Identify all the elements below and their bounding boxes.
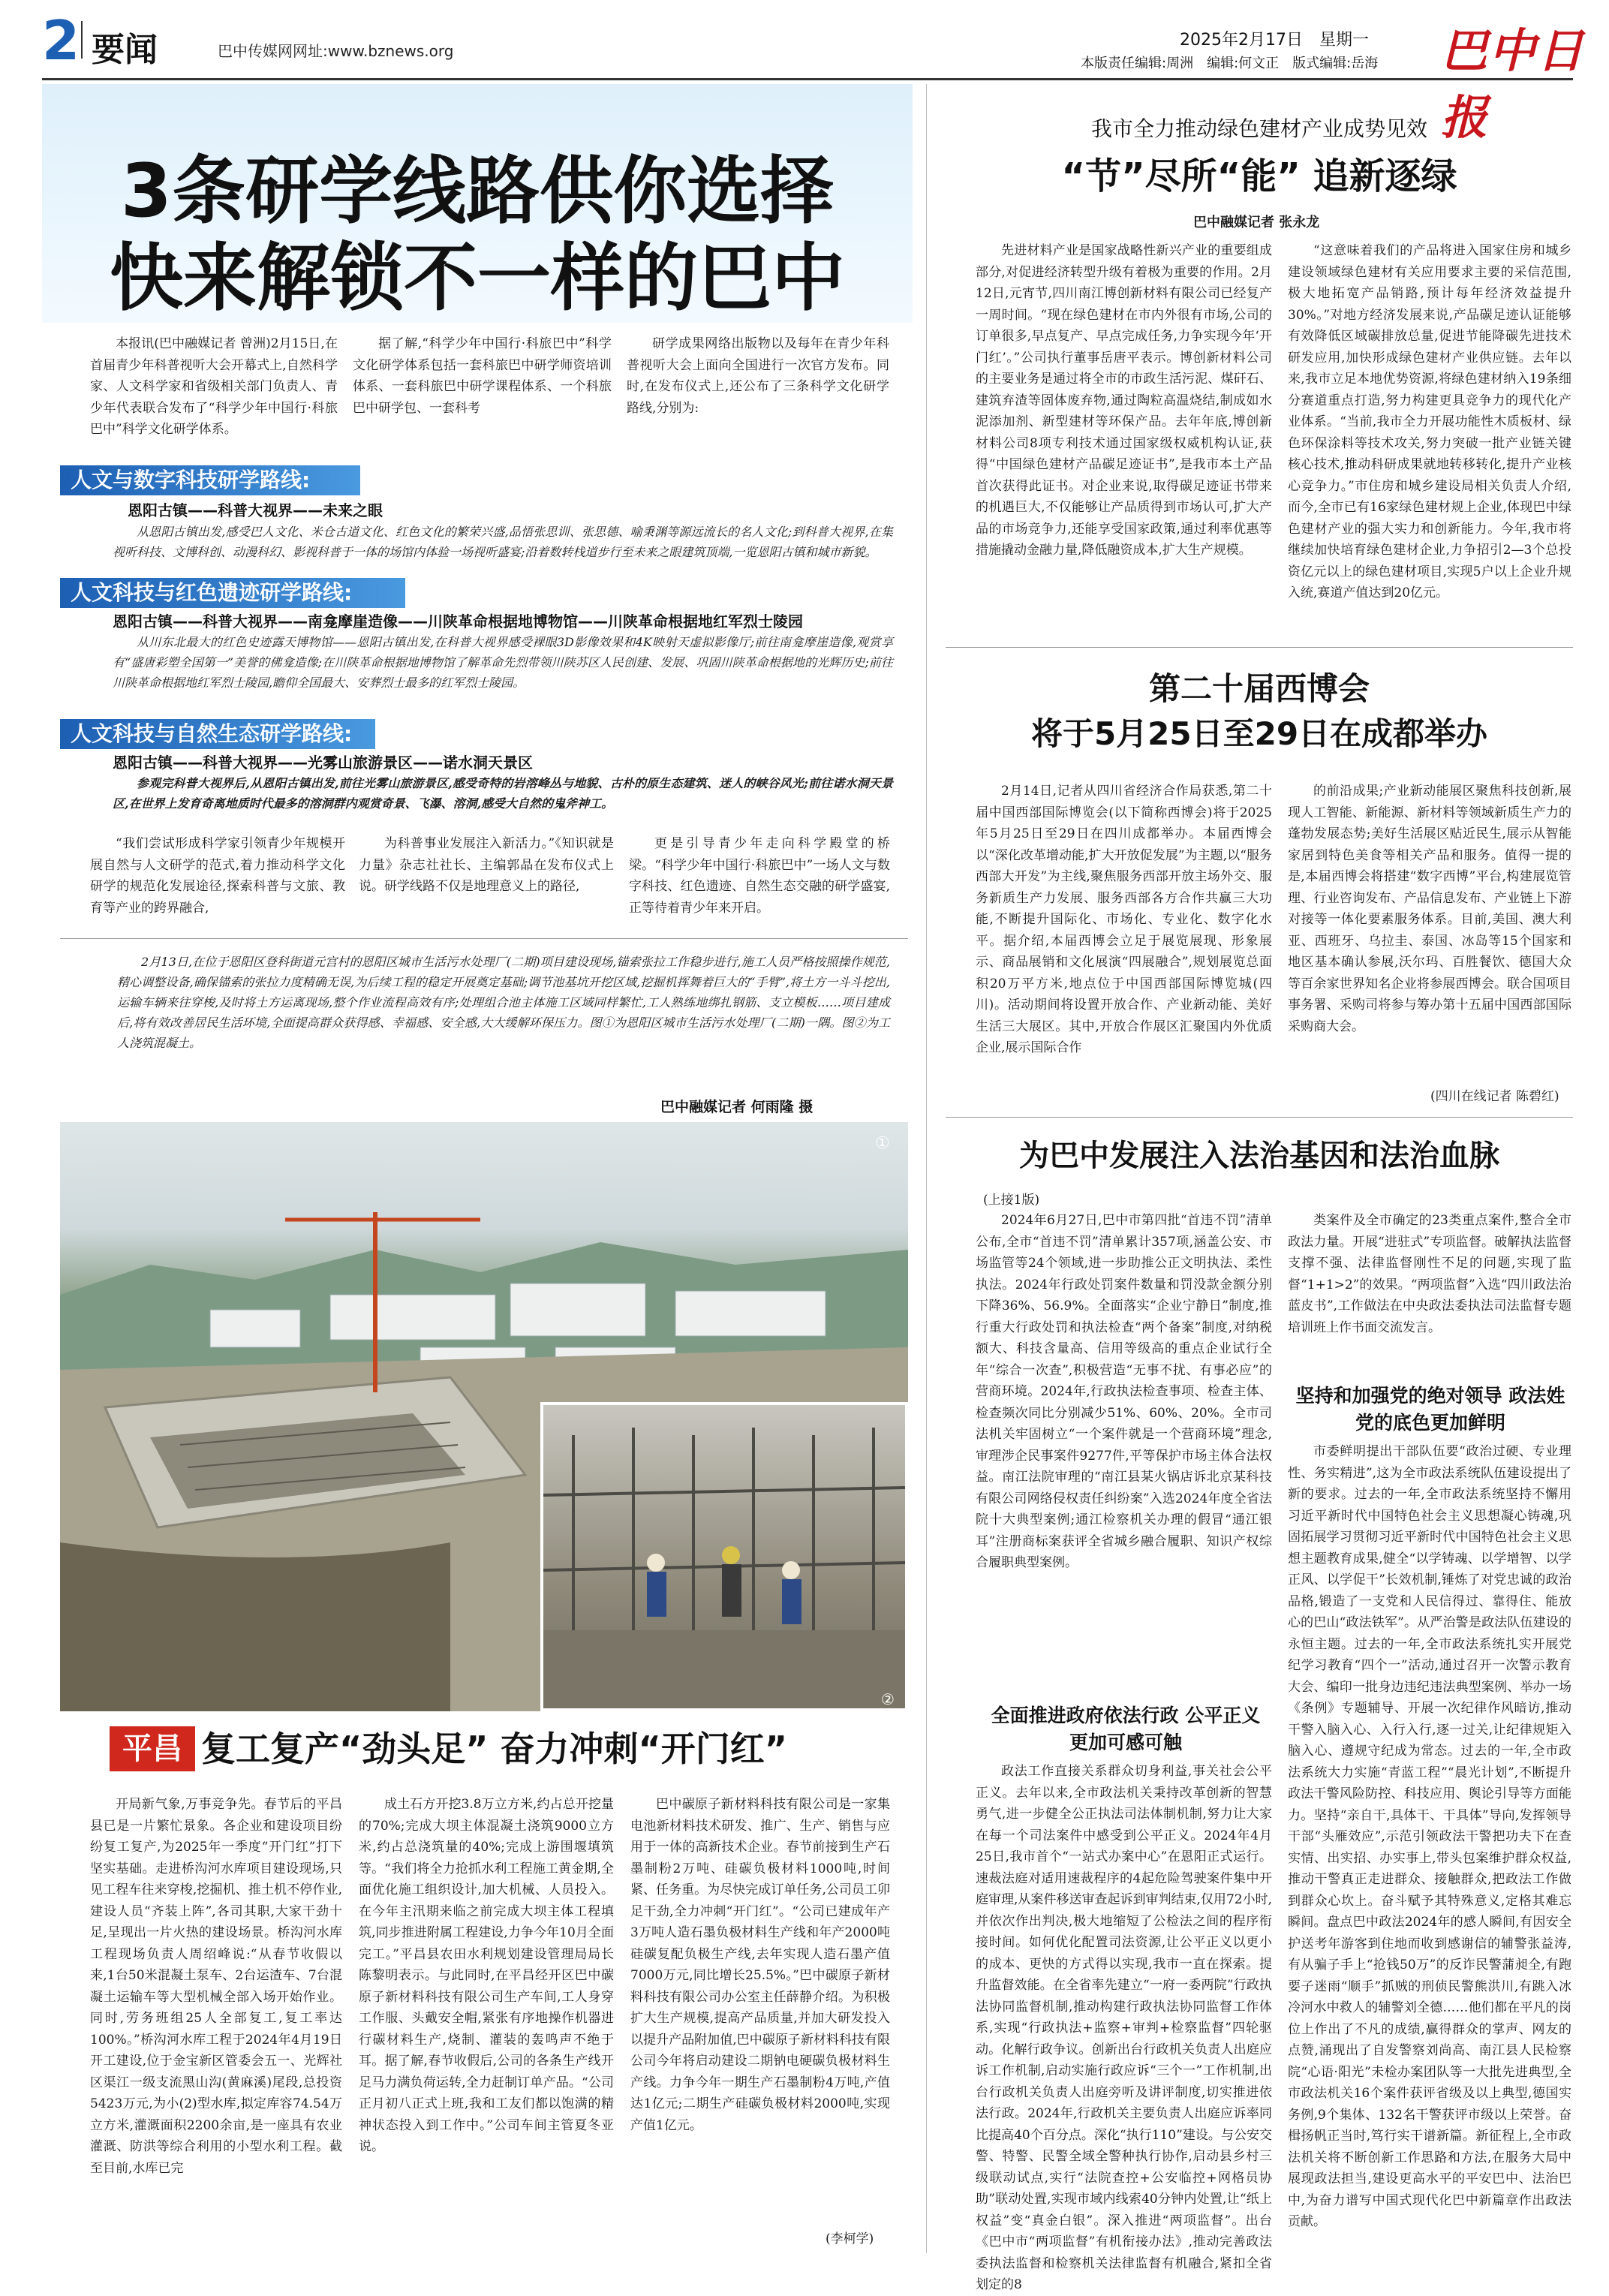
article1-title-line2: 快来解锁不一样的巴中 bbox=[109, 236, 845, 321]
route2-subtitle: 恩阳古镇——科普大视界——南龛摩崖造像——川陕革命根据地博物馆——川陕革命根据地红军烈士陵园 bbox=[113, 612, 803, 630]
article4-col2: 的前沿成果;产业新动能展区聚焦科技创新,展现人工智能、新能源、新材料等领域新质生产力的蓬勃发展态势;美好生活展区贴近民生,展示从智能家居到特色美食等相关产品和服务。值得一提的是,本届西博会将搭建“数字西博”平台,构建展览管理、行业咨询发布、产品信息发布、产业链上下游对接等一体化要素服务体系。目前,美国、澳大利亚、西班牙、乌拉圭、泰国、冰岛等15个国家和地区基本确认参展,沃尔玛、百胜餐饮、德国大众等百余家世界知名企业将参展西博会。联合国项目事务署、采购司将参与筹办第十五届中国西部国际采购商大会。 bbox=[1288, 784, 1571, 1034]
article1-col3: 研学成果网络出版物以及每年在青少年科普视听大会上面向全国进行一次官方发布。同时,在发布仪式上,还公布了三条科学文化研学路线,分别为: bbox=[627, 336, 889, 416]
article5-subhead1: 全面推进政府依法行政 公平正义更加可感可触 bbox=[991, 1705, 1261, 1753]
route2-description: 从川东北最大的红色史迹露天博物馆——恩阳古镇出发,在科普大视界感受裸眼3D影像效果和4K映射天虚拟影像厅;前往南龛摩崖造像,观赏享有“盛唐彩塑全国第一”美誉的佛龛造像;在川陕革命根据地博物馆了解革命先烈带领川陕苏区人民创建、发展、巩固川陕革命根据地的光辉历史;前往川陕革命根据地红军烈士陵园,瞻仰全国最大、安葬烈士最多的红军烈士陵园。 bbox=[113, 635, 893, 690]
section-name: 要闻 bbox=[92, 31, 158, 69]
photo-workers-concrete bbox=[540, 1402, 908, 1711]
date-line: 2025年2月17日 星期一 bbox=[1180, 31, 1369, 50]
article1-bottom-rule bbox=[60, 938, 908, 939]
article1-title-line1: 3条研学线路供你选择 bbox=[120, 149, 835, 234]
article2-col2: 成土石方开挖3.8万立方米,约占总开挖量的70%;完成大坝主体混凝土浇筑9000立方米,约占总浇筑量的40%;完成上游围堰填筑等。“我们将全力抢抓水利工程施工黄金期,全面优化施工组织设计,加大机械、人员投入。在今年主汛期来临之前完成大坝主体工程填筑,同步推进附属工程建设,力争今年10月全面完工。”平昌县农田水利规划建设管理局局长陈黎明表示。与此同时,在平昌经开区巴中碳原子新材料科技有限公司生产车间,工人身穿工作服、头戴安全帽,紧张有序地操作机器进行碳材料生产,烧制、灌装的轰鸣声不绝于耳。据了解,春节收假后,公司的各条生产线开足马力满负荷运转,全力赶制订单产品。“公司正月初八正式上班,我和工友们都以饱满的精神状态投入到工作中。”公司车间主管夏冬亚说。 bbox=[359, 1797, 614, 2154]
article5-col1: 2024年6月27日,巴中市第四批“首违不罚”清单公布,全市“首违不罚”清单累计357项,涵盖公安、市场监管等24个领域,进一步助推公正文明执法、柔性执法。2024年行政处罚案件数量和罚没款金额分别下降36%、56.9%。全面落实“企业宁静日”制度,推行重大行政处罚和执法检查“两个备案”制度,对纳税额大、科技含量高、信用等级高的重点企业试行全年“综合一次查”,积极营造“无事不扰、有事必应”的营商环境。2024年,行政执法检查事项、检查主体、检查频次同比分别减少51%、60%、20%。全市司法机关牢固树立“一个案件就是一个营商环境”理念,审理涉企民事案件9277件,平等保护市场主体合法权益。南江法院审理的“南江县某火锅店诉北京某科技有限公司网络侵权责任纠纷案”入选2024年度全省法院十大典型案例;通江检察机关办理的假冒“通江银耳”注册商标案获评全省城乡融合履职、知识产权综合履职典型案例。 bbox=[976, 1213, 1272, 1570]
article3-bottom-rule bbox=[946, 647, 1573, 648]
article3-col1: 先进材料产业是国家战略性新兴产业的重要组成部分,对促进经济转型升级有着极为重要的作用。2月12日,元宵节,四川南江博创新材料有限公司已经复产一周时间。“现在绿色建材在市内外很有市场,公司的订单很多,早点复产、早点完成任务,力争实现今年‘开门红’。”公司执行董事岳唐平表示。博创新材料公司的主要业务是通过将全市的市政生活污泥、煤矸石、建筑弃渣等固体废弃物,通过陶粒高温烧结,制成如水泥添加剂、新型建材等环保产品。去年年底,博创新材料公司8项专利技术通过国家级权威机构认证,获得“中国绿色建材产品碳足迹证书”,是我市本土产品首次获得此证书。对企业来说,取得碳足迹证书带来的机遇巨大,不仅能够让产品质得到市场认可,扩大产品的市场竞争力,还能享受国家政策,通过利率优惠等措施撬动金融力量,降低融资成本,扩大生产规模。 bbox=[976, 243, 1272, 558]
article3-byline: 巴中融媒记者 张永龙 bbox=[1193, 215, 1320, 230]
pingchang-badge: 平昌 bbox=[110, 1726, 195, 1771]
article2-title: 复工复产“劲头足” 奋力冲刺“开门红” bbox=[201, 1729, 787, 1769]
article4-title-line1: 第二十届西博会 bbox=[1148, 670, 1370, 707]
article2-col3: 巴中碳原子新材料科技有限公司是一家集电池新材料技术研发、推广、生产、销售与应用于一体的高新技术企业。春节前接到生产石墨制粉2万吨、硅碳负极材料1000吨,时间紧、任务重。为尽快完成订单任务,公司员工卯足干劲,全力冲刺“开门红”。“公司已建成年产3万吨人造石墨负极材料生产线和年产2000吨硅碳复配负极生产线,去年实现人造石墨产值7000万元,同比增长25.5%。”巴中碳原子新材料科技有限公司办公室主任薛静介绍。为积极扩大生产规模,提高产品质量,并加大研发投入以提升产品附加值,巴中碳原子新材料科技有限公司今年将启动建设二期钠电硬碳负极材料生产线。力争今年一期生产石墨制粉4万吨,产值达1亿元;二期生产硅碳负极材料2000吨,实现产值1亿元。 bbox=[630, 1797, 890, 2133]
photo-credit: 巴中融媒记者 何雨隆 摄 bbox=[660, 1099, 814, 1115]
article1-col4: “我们尝试形成科学家引领青少年规模开展自然与人文研学的范式,着力推动科学文化研学的规范化发展途径,探索科普与文旅、教育等产业的跨界融合, bbox=[90, 836, 345, 916]
article5-col2: 类案件及全市确定的23类重点案件,整合全市政法力量。开展“进驻式”专项监督。破解执法监督支撑不强、法律监督刚性不足的问题,实现了监督“1+1>2”的效果。“两项监督”入选“四川政法治蓝皮书”,工作做法在中央政法委执法司法监督专题培训班上作书面交流发言。 bbox=[1288, 1213, 1571, 1335]
article5-col2b: 市委鲜明提出干部队伍要“政治过硬、专业理性、务实精进”,这为全市政法系统队伍建设提出了新的要求。过去的一年,全市政法系统坚持不懈用习近平新时代中国特色社会主义思想凝心铸魂,巩固拓展学习贯彻习近平新时代中国特色社会主义思想主题教育成果,健全“以学铸魂、以学增智、以学正风、以学促干”长效机制,锤炼了对党忠诚的政治品格,锻造了一支党和人民信得过、靠得住、能放心的巴山“政法铁军”。从严治警是政法队伍建设的永恒主题。过去的一年,全市政法系统扎实开展党纪学习教育“四个一”活动,通过召开一次警示教育大会、编印一批身边违纪违法典型案例、举办一场《条例》专题辅导、开展一次纪律作风暗访,推动干警入脑入心、入行入行,逐一过关,让纪律规矩入脑入心、遵规守纪成为常态。过去的一年,全市政法系统大力实施“青蓝工程”“晨光计划”,不断提升政法干警风险防控、科技应用、舆论引导等方面能力。坚持“亲自干,具体干、干具体”导向,发挥领导干部“头雁效应”,示范引领政法干警把功夫下在查实情、出实招、办实事上,带头包案维护群众权益,推动干警真正走进群众、接触群众,把政法工作做到群众心坎上。奋斗赋予其特殊意义,定格其难忘瞬间。盘点巴中政法2024年的感人瞬间,有因安全护送考年游客到住地而收到感谢信的辅警张益涛,有从骗子手上“抢钱50万”的反诈民警蒲昶全,有跑要子迷雨“顺手”抓贼的刑侦民警熊洪川,有跳入冰冷河水中救人的辅警刘全德……他们都在平凡的岗位上作出了不凡的成绩,赢得群众的掌声、网友的点赞,涌现出了自发警察刘尚高、南江县人民检察院“心语·阳光”未检办案团队等一大批先进典型,全市政法机关16个案件获评省级及以上典型,德国实务例,9个集体、132名干警获评市级以上荣誉。奋楫扬帆正当时,笃行实干谱新篇。新征程上,全市政法机关将不断创新工作思路和方法,在服务大局中展现政法担当,建设更高水平的平安巴中、法治巴中,为奋力谱写中国式现代化巴中新篇章作出政法贡献。 bbox=[1288, 1444, 1572, 2229]
masthead-logo: 巴中日报 bbox=[1441, 23, 1586, 145]
article4-byline: (四川在线记者 陈碧红) bbox=[1430, 1089, 1559, 1104]
article3-kicker: 我市全力推动绿色建材产业成势见效 bbox=[1090, 116, 1427, 141]
article1-col5: 为科普事业发展注入新活力。”《知识就是力量》杂志社社长、主编郭晶在发布仪式上说。研学线路不仅是地理意义上的路径, bbox=[359, 836, 614, 894]
workers-scene bbox=[543, 1405, 905, 1708]
article1-col2: 据了解,“科学少年中国行·科旅巴中”科学文化研学体系包括一套科旅巴中研学师资培训体系、一套科旅巴中研学课程体系、一个科旅巴中研学包、一套科考 bbox=[353, 336, 612, 416]
route2-bar: 人文科技与红色遗迹研学路线: bbox=[60, 578, 405, 608]
photo-marker-2: ② bbox=[881, 1690, 895, 1708]
article4-col1: 2月14日,记者从四川省经济合作局获悉,第二十届中国西部国际博览会(以下简称西博会)将于2025年5月25日至29日在四川成都举办。本届西博会以“深化改革增动能,扩大开放促发展”为主题,以“服务西部大开发”为主线,聚焦服务西部开放主场外交、服务新质生产力发展、服务西部各方合作共赢三大功能,不断提升国际化、市场化、专业化、数字化水平。据介绍,本届西博会立足于展览展现、形象展示、商品展销和文化展演“四展融合”,规划展览总面积20万平方米,地点位于中国西部国际博览城(四川)。活动期间将设置开放合作、产业新动能、美好生活三大展区。其中,开放合作展区汇聚国内外优质企业,展示国际合作 bbox=[976, 784, 1272, 1055]
article2-col1: 开局新气象,万事竞争先。春节后的平昌县已是一片繁忙景象。各企业和建设项目纷纷复工复产,为2025年一季度“开门红”打下坚实基础。走进桥沟河水库项目建设现场,只见工程车往来穿梭,挖掘机、推土机不停作业,建设人员“齐装上阵”,各司其职,大家干劲十足,呈现出一片火热的建设场景。桥沟河水库工程现场负责人周绍峰说:“从春节收假以来,1台50米混凝土泵车、2台运渣车、7台混凝土运输车等大型机械全部入场开始作业。同时,劳务班组25人全部复工,复工率达100%。”桥沟河水库工程于2024年4月19日开工建设,位于金宝新区管委会五一、光辉社区渠江一级支流黑山沟(黄麻溪)尾段,总投资5423万元,为小(2)型水库,拟定库容74.54万立方米,灌溉面积2200余亩,是一座具有农业灌溉、防洪等综合利用的小型水利工程。截至目前,水库已完 bbox=[90, 1797, 342, 2176]
route1-bar: 人文与数字科技研学路线: bbox=[60, 465, 360, 495]
masthead-rule bbox=[42, 78, 1573, 80]
photo-caption: 2月13日,在位于恩阳区登科街道元宫村的恩阳区城市生活污水处理厂(二期)项目建设现场,锚索张拉工作稳步进行,施工人员严格按照操作规范,精心调整设备,确保锚索的张拉力度精确无误,为后续工程的稳定开展奠定基础;调节池基坑开挖区域,挖掘机挥舞着巨大的“手臂”,将土方一斗斗挖出,运输车辆来往穿梭,及时将土方运离现场,整个作业流程高效有序;处理组合池主体施工区域同样繁忙,工人熟练地绑扎钢筋、支立模板……项目建成后,将有效改善居民生活环境,全面提高群众获得感、幸福感、安全感,大大缓解环保压力。图①为恩阳区城市生活污水处理厂(二期)一隅。图②为工人浇筑混凝土。 bbox=[117, 955, 890, 1050]
editors-line: 本版责任编辑:周洲 编辑:何文正 版式编辑:岳海 bbox=[1081, 56, 1379, 71]
article5-col1b: 政法工作直接关系群众切身利益,事关社会公平正义。去年以来,全市政法机关秉持改革创新的智慧勇气,进一步健全公正执法司法体制机制,努力让大家在每一个司法案件中感受到公平正义。2024年4月25日,我市首个“一站式办案中心”在恩阳正式运行。速裁法庭对适用速裁程序的4起危险驾驶案件集中开庭审理,从案件移送审查起诉到审判结束,仅用72小时,并依次作出判决,极大地缩短了公检法之间的程序衔接时间。如何优化配置司法资源,让公平正义以更小的成本、更快的方式得以实现,我市一直在探索。提升监督效能。在全省率先建立“一府一委两院”行政执法协同监督机制,推动构建行政执法协同监督工作体系,实现“行政执法+监察+审判+检察监督”四轮驱动。化解行政争议。创新出台行政机关负责人出庭应诉工作机制,启动实施行政应诉“三个一”工作机制,出台行政机关负责人出庭旁听及讲评制度,切实推进依法行政。2024年,行政机关主要负责人出庭应诉率同比提高40个百分点。深化“执行110”建设。与公安交警、特警、民警全域全警种执行协作,启动县乡村三级联动试点,实行“法院查控+公安临控+网格员协助”联动处置,实现市域内线索40分钟内处置,让“纸上权益”变“真金白银”。深入推进“两项监督”。出台《巴中市“两项监督”有机衔接办法》,推动完善政法委执法监督和检察机关法律监督有机融合,紧扣全省划定的8 bbox=[976, 1764, 1272, 2292]
website: 巴中传媒网网址:www.bznews.org bbox=[218, 42, 454, 60]
article1-col1: 本报讯(巴中融媒记者 曾洲)2月15日,在首届青少年科普视听大会开幕式上,自然科学家、人文科学家和省级相关部门负责人、青少年代表联合发布了“科学少年中国行·科旅巴中”科学文化研学体系。 bbox=[90, 336, 338, 437]
article5-continued: (上接1版) bbox=[983, 1193, 1040, 1208]
route1-subtitle: 恩阳古镇——科普大视界——未来之眼 bbox=[128, 501, 383, 519]
photo-marker-1: ① bbox=[875, 1134, 890, 1153]
article2-byline: (李柯学) bbox=[826, 2231, 874, 2246]
article3-col2: “这意味着我们的产品将进入国家住房和城乡建设领域绿色建材有关应用要求主要的采信范围,极大地拓宽产品销路,预计每年经济效益提升30%。”对地方经济发展来说,产品碳足迹认证能够有效降低区域碳排放总量,促进节能降碳先进技术研发应用,加快形成绿色建材产业供应链。去年以来,我市立足本地优势资源,将绿色建材纳入19条细分赛道重点打造,努力构建更具竞争力的现代化产业体系。“当前,我市全力开展功能性木质板材、绿色环保涂料等技术攻关,努力突破一批产业链关键核心技术,推动科研成果就地转移转化,提升产业核心竞争力。”市住房和城乡建设局相关负责人介绍,而今,全市已有16家绿色建材规上企业,体现巴中绿色建材产业的强大实力和创新能力。今年,我市将继续加快培育绿色建材企业,力争招引2—3个总投资亿元以上的绿色建材项目,实现5户以上企业升规入统,赛道产值达到20亿元。 bbox=[1288, 243, 1572, 600]
route3-description: 参观完科普大视界后,从恩阳古镇出发,前往光雾山旅游景区,感受奇特的岩溶峰丛与地貌、古朴的原生态建筑、迷人的峡谷风光;前往诺水洞天景区,在世界上发育奇离地质时代最多的溶洞群内观赏奇景、飞瀑、溶洞,感受大自然的鬼斧神工。 bbox=[113, 776, 893, 811]
route1-description: 从恩阳古镇出发,感受巴人文化、米仓古道文化、红色文化的繁荣兴盛,品悟张思训、张思德、喻秉渊等源远流长的名人文化;到科普大视界,在集视听科技、文博科创、动漫科幻、影视科普于一体的场馆内体验一场视听盛宴;沿着数转栈道步行至未来之眼建筑顶端,一览恩阳古镇和城市新貌。 bbox=[113, 525, 893, 559]
article5-title: 为巴中发展注入法治基因和法治血脉 bbox=[1019, 1139, 1499, 1173]
article1-col6: 更是引导青少年走向科学殿堂的桥梁。“科学少年中国行·科旅巴中”一场人文与数字科技、红色遗迹、自然生态交融的研学盛宴,正等待着青少年来开启。 bbox=[629, 836, 890, 916]
article4-bottom-rule bbox=[946, 1117, 1573, 1118]
route3-bar: 人文科技与自然生态研学路线: bbox=[60, 719, 375, 749]
column-separator bbox=[926, 84, 927, 2253]
masthead-divider bbox=[81, 21, 83, 59]
article5-subhead2: 坚持和加强党的绝对领导 政法姓党的底色更加鲜明 bbox=[1295, 1385, 1565, 1434]
route3-subtitle: 恩阳古镇——科普大视界——光雾山旅游景区——诺水洞天景区 bbox=[113, 754, 533, 772]
article3-title: “节”尽所“能” 追新逐绿 bbox=[1061, 155, 1457, 197]
article4-title-line2: 将于5月25日至29日在成都举办 bbox=[1030, 715, 1488, 752]
page-number: 2 bbox=[42, 9, 80, 72]
